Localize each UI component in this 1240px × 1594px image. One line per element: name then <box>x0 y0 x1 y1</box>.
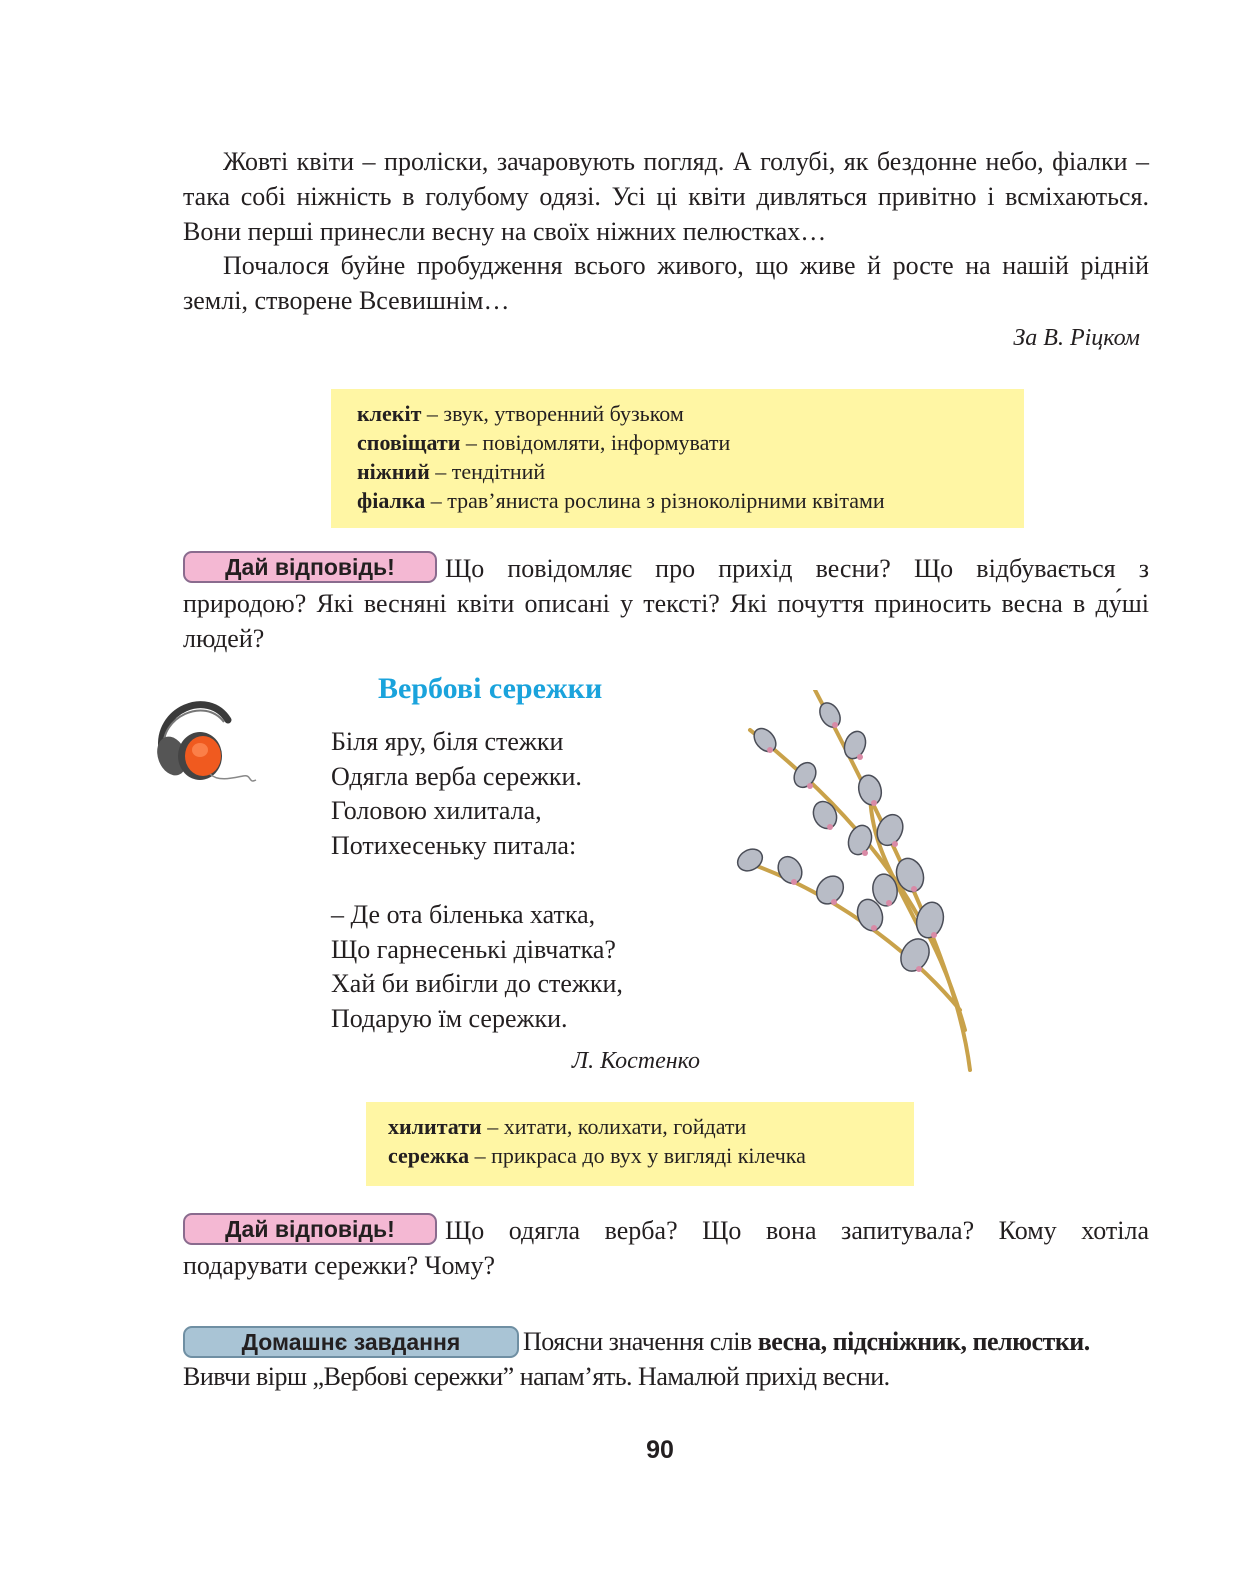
glossary-entry <box>357 399 1024 428</box>
question-1-text: Що повідомляє про прихід весни? Що відбувається з природою? Які весняні квіти описані у тексті? Які почуття приносить весна в ду́ші людей? <box>183 554 1149 653</box>
willow-branch-illustration <box>720 690 1010 1090</box>
question-2-text: Що одягла верба? Що вона запитувала? Кому хотіла подарувати сережки? Чому? <box>183 1216 1149 1280</box>
poem-line: Що гарнесенькі дівчатка? <box>331 934 616 964</box>
intro-paragraph-1: Жовті квіти – проліски, зачаровують погляд. А голубі, як бездонне небо, фіалки – така собі ніжність в голубому одязі. Усі ці квіти дивляться привітно і всміхаються. Вони перші принесли весну на своїх ніжних пелюстках… <box>183 147 1149 246</box>
glossary-entry <box>357 428 1024 457</box>
poem-line: Одягла верба сережки. <box>331 761 582 791</box>
intro-attribution: За В. Ріцком <box>1013 325 1140 351</box>
homework-text-start: Поясни значення слів <box>523 1327 758 1356</box>
poem-line: Потихесеньку питала: <box>331 830 577 860</box>
homework-text <box>183 1324 1149 1394</box>
glossary-definition: – прикраса до вух у вигляді кілечка <box>469 1143 806 1168</box>
glossary-definition: – повідомляти, інформувати <box>460 430 731 455</box>
homework-text-line2: Вивчи вірш „Вербові сережки” напам’ять. Намалюй прихід весни. <box>183 1362 890 1391</box>
glossary-term: ніжний <box>357 459 430 484</box>
glossary-definition: – трав’яниста рослина з різноколірними квітами <box>425 488 885 513</box>
poem-title: Вербові сережки <box>378 672 603 705</box>
glossary-entry <box>388 1141 914 1170</box>
homework-badge: Домашнє завдання <box>183 1326 519 1358</box>
poem-body <box>331 725 623 1036</box>
glossary-entry <box>357 486 1024 515</box>
glossary-term: сережка <box>388 1143 470 1168</box>
glossary-definition: – звук, утворенний бузьком <box>421 401 684 426</box>
poem-line: Біля яру, біля стежки <box>331 727 564 756</box>
poem-line: Подарую їм сережки. <box>331 1003 568 1033</box>
glossary-definition: – хитати, колихати, гойдати <box>481 1114 747 1139</box>
glossary-term: сповіщати <box>357 430 461 455</box>
poem-line: Хай би вибігли до стежки, <box>331 969 623 999</box>
answer-badge-2: Дай відповідь! <box>183 1213 437 1245</box>
intro-paragraph-2: Почалося буйне пробудження всього живого, що живе й росте на нашій рідній землі, створене Всевишнім… <box>183 251 1149 315</box>
poem-line: Головою хилитала, <box>331 796 542 826</box>
poem-line: – Де ота біленька хатка, <box>331 899 596 929</box>
glossary-definition: – тендітний <box>429 459 546 484</box>
glossary-term: фіалка <box>357 488 426 513</box>
glossary-entry <box>357 457 1024 486</box>
answer-badge-1: Дай відповідь! <box>183 551 437 583</box>
page-number: 90 <box>646 1436 674 1464</box>
headphones-icon <box>148 690 260 790</box>
glossary-box-1 <box>331 389 1024 528</box>
homework-words: весна, підсніжник, пелюстки. <box>757 1327 1090 1356</box>
glossary-term: клекіт <box>357 401 422 426</box>
glossary-entry <box>388 1112 914 1141</box>
poem-author: Л. Костенко <box>571 1048 700 1074</box>
glossary-term: хилитати <box>388 1114 482 1139</box>
glossary-box-2 <box>366 1102 914 1186</box>
poem-line <box>331 863 623 898</box>
